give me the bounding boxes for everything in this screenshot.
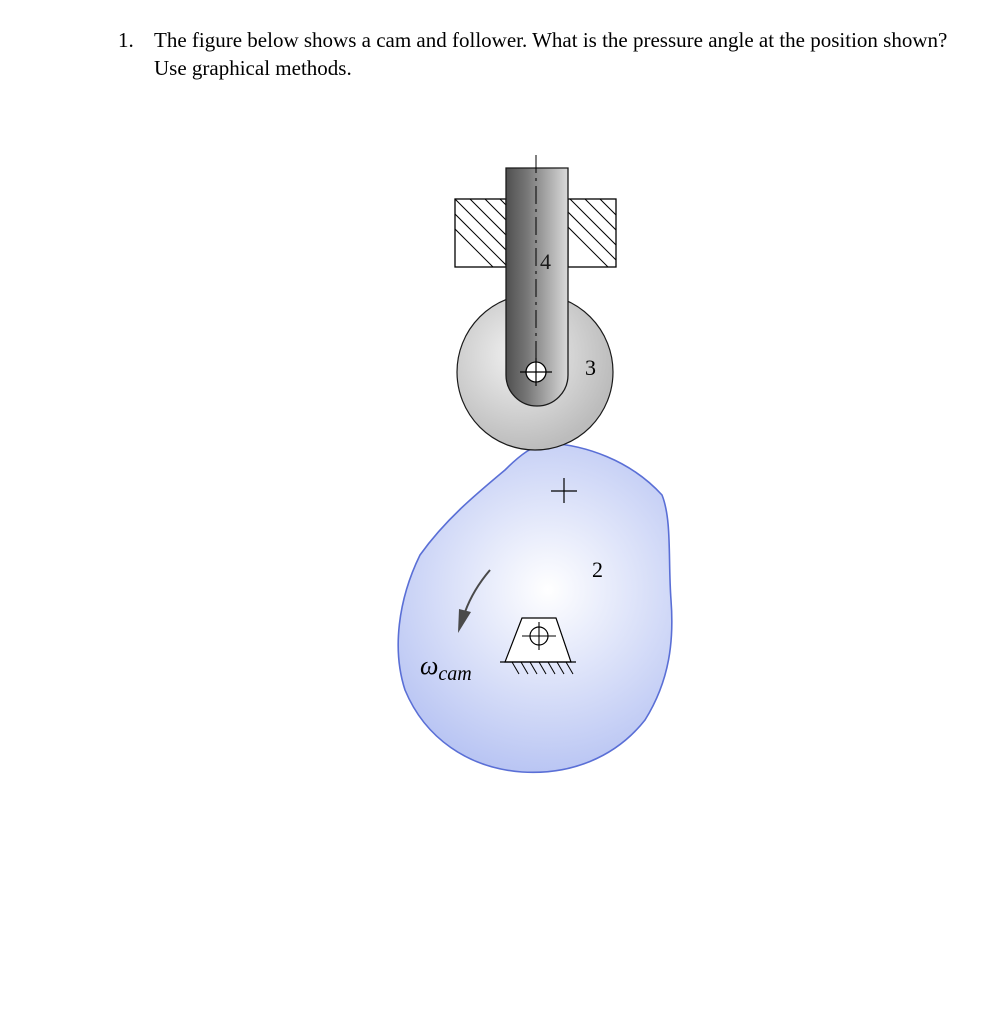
label-follower: 4 [540, 249, 551, 274]
omega-symbol: ω [420, 651, 439, 680]
cam-body [398, 443, 672, 772]
label-roller: 3 [585, 355, 596, 380]
question-text: The figure below shows a cam and follower. What is the pressure angle at the position shown? Use graphical methods. [154, 28, 948, 80]
label-cam: 2 [592, 557, 603, 582]
omega-subscript: cam [438, 663, 472, 685]
question-number: 1. [118, 28, 134, 52]
